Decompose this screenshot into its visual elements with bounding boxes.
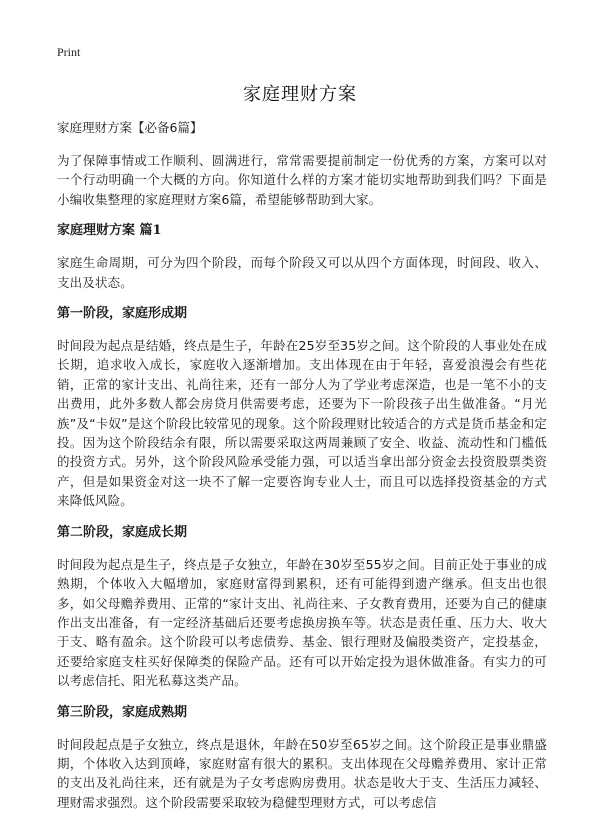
section-paragraph: 时间段为起点是结婚，终点是生子，年龄在25岁至35岁之间。这个阶段的人事业处在成长期，追求收入成长，家庭收入逐渐增加。支出体现在由于年轻，喜爱浪漫会有些花销，正常的家计支出、礼尚往来，还有一部分人为了学业考虑深造，也是一笔不小的支出费用，此外多数人都会房贷月供需要考虑，还要为下一阶段孩子出生做准备。“月光族”及“卡奴”是这个阶段比较常见的现象。这个阶段理财比较适合的方式是货币基金和定投。因为这个阶段结余有限，所以需要采取这两周兼顾了安全、收益、流动性和门槛低的投资方式。另外，这个阶段风险承受能力强，可以适当拿出部分资金去投资股票类资产，但是如果资金对这一块不了解一定要咨询专业人士，而且可以选择投资基金的方式来降低风险。 <box>57 338 547 509</box>
section-paragraph: 时间段为起点是生子，终点是子女独立，年龄在30岁至55岁之间。目前正处于事业的成熟期，个体收入大幅增加，家庭财富得到累积，还有可能得到遗产继承。但支出也很多，如父母赡养费用、正常的“家计支出、礼尚往来、子女教育费用，还要为自己的健康作出支出准备，有一定经济基础后还要考虑换房换车等。状态是责任重、压力大、收大于支、略有盈余。这个阶段可以考虑债券、基金、银行理财及偏股类资产，定投基金，还要给家庭支柱买好保障类的保险产品。还有可以开始定投为退休做准备。有实力的可以考虑信托、阳光私募这类产品。 <box>57 556 547 689</box>
document-body <box>57 119 547 825</box>
section-heading: 第一阶段，家庭形成期 <box>57 306 188 322</box>
section-heading: 第二阶段，家庭成长期 <box>57 524 188 540</box>
section-paragraph: 家庭生命周期，可分为四个阶段，而每个阶段又可以从四个方面体现，时间段、收入、支出及状态。 <box>57 255 547 290</box>
section-paragraph: 时间段起点是子女独立，终点是退休，年龄在50岁至65岁之间。这个阶段正是事业鼎盛期，个体收入达到顶峰，家庭财富有很大的累积。支出体现在父母赡养费用、家计正常的支出及礼尚往来，还有就是为子女考虑购房费用。状态是收大于支、生活压力减轻、理财需求强烈。这个阶段需要采取较为稳健型理财方式，可以考虑信 <box>57 736 547 810</box>
section-heading: 家庭理财方案 篇1 <box>57 223 162 239</box>
document-subtitle: 家庭理财方案【必备6篇】 <box>57 120 203 135</box>
document-title: 家庭理财方案 <box>243 84 357 105</box>
intro-paragraph: 为了保障事情或工作顺利、圆满进行，常常需要提前制定一份优秀的方案，方案可以对一个行动明确一个大概的方向。你知道什么样的方案才能切实地帮助到我们吗？下面是小编收集整理的家庭理财方案6篇，希望能够帮助到大家。 <box>57 153 547 207</box>
print-link[interactable]: Print <box>57 45 81 59</box>
section-heading: 第三阶段，家庭成熟期 <box>57 704 188 720</box>
